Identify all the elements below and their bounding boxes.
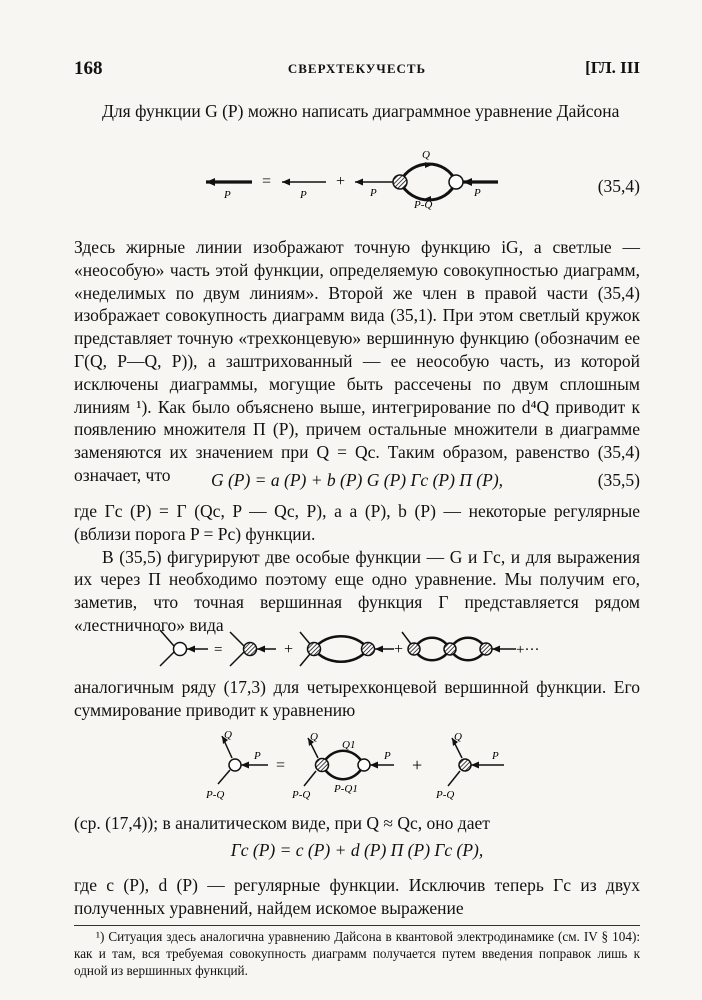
equation-number: (35,5) bbox=[597, 470, 640, 490]
ladder-series-diagram bbox=[156, 626, 556, 672]
paragraph-regular-functions bbox=[74, 874, 640, 920]
page-header bbox=[74, 58, 640, 84]
hatched-vertex-term bbox=[230, 632, 276, 666]
equals-sign: = bbox=[214, 642, 223, 658]
label-q1: Q1 bbox=[342, 739, 356, 751]
chapter-label: [ГЛ. III bbox=[585, 58, 640, 77]
label-q: Q bbox=[422, 149, 430, 161]
label-p-q: P-Q bbox=[436, 789, 455, 801]
footnote-text: ¹) Ситуация здесь аналогична уравнению Дайсона в квантовой электродинамике (см. IV § 104): как и там, вся требуемая совокупность диаграмм получается путем введения поправок лишь к одной из вершинных функций. bbox=[74, 929, 640, 978]
equation-body: G (P) = a (P) + b (P) G (P) Γc (P) Π (P), bbox=[210, 470, 504, 490]
exact-vertex-term bbox=[205, 729, 268, 801]
ladder-term-1 bbox=[300, 632, 394, 666]
hatched-vertex bbox=[393, 175, 407, 189]
label-p: P bbox=[474, 187, 481, 199]
page-number: 168 bbox=[74, 58, 103, 79]
arrow-icon bbox=[463, 178, 472, 186]
paragraph-gamma-def bbox=[74, 500, 640, 637]
paragraph-text: где Γc (P) = Γ (Qc, P — Qc, P), а a (P), b (P) — некоторые регулярные (вблизи порога P = Pc) функции. bbox=[74, 501, 640, 544]
paragraph-dyson-intro bbox=[74, 100, 640, 123]
paragraph-text: где c (P), d (P) — регулярные функции. Исключив теперь Γc из двух полученных уравнений, найдем искомое выражение bbox=[74, 875, 640, 918]
paragraph-summation bbox=[74, 676, 640, 722]
dyson-equation-diagram bbox=[200, 148, 500, 211]
label-q: Q bbox=[224, 729, 232, 741]
loop-vertex-term bbox=[291, 731, 394, 801]
open-vertex bbox=[449, 175, 463, 189]
label-q: Q bbox=[454, 731, 462, 743]
paragraph-text: аналогичным ряду (17,3) для четырехконцевой вершинной функции. Его суммирование приводит к уравнению bbox=[74, 677, 640, 720]
arrow-icon bbox=[282, 179, 290, 186]
paragraph-text: (ср. (17,4)); в аналитическом виде, при Q ≈ Qc, оно дает bbox=[74, 813, 490, 833]
equals-sign: = bbox=[276, 757, 286, 774]
plus-sign: + bbox=[412, 755, 423, 775]
label-p: P bbox=[384, 750, 391, 762]
paragraph-explanation bbox=[74, 236, 640, 487]
ladder-term-2 bbox=[402, 632, 516, 660]
label-p-q1: P-Q1 bbox=[334, 783, 358, 795]
equals-sign: = bbox=[262, 173, 272, 190]
equation-number: (35,4) bbox=[597, 176, 640, 196]
label-p-q: P-Q bbox=[206, 789, 225, 801]
paragraph-text: Для функции G (P) можно написать диаграммное уравнение Дайсона bbox=[102, 101, 620, 121]
paragraph-text: Здесь жирные линии изображают точную функцию iG, а светлые — «неособую» часть этой функции, определяемую совокупностью диаграмм, «неделимых по двум линиям». Второй же член в правой части (35,4) изображает совокупность диаграмм вида (35,1). При этом светлый кружок представляет точную «трехконцевую» вершинную функцию (обозначим ее Γ(Q, P—Q, P)), а заштрихованный — ее неособую часть, из которой исключены диаграммы, могущие быть рассечены по двум сплошным линиям ¹). Как было объяснено выше, интегрирование по d⁴Q приводит к появлению множителя Π (P), причем остальные множители в диаграмме заменяются их значением при Q = Qc. Таким образом, равенство (35,4) означает, что bbox=[74, 237, 640, 485]
label-p: P bbox=[254, 750, 261, 762]
arrow-icon bbox=[206, 178, 215, 186]
running-title: СВЕРХТЕКУЧЕСТЬ bbox=[287, 61, 427, 76]
label-p: P bbox=[370, 187, 377, 199]
plus-sign: + bbox=[336, 173, 346, 190]
label-p: P bbox=[300, 189, 307, 201]
open-vertex-term bbox=[160, 630, 208, 666]
continuation-dots: +··· bbox=[516, 642, 540, 658]
label-p: P bbox=[224, 189, 231, 201]
footnote bbox=[74, 925, 640, 979]
plus-sign: + bbox=[394, 641, 404, 658]
label-p-q: P-Q bbox=[414, 199, 433, 211]
equation-body: Γc (P) = c (P) + d (P) Π (P) Γc (P), bbox=[230, 840, 484, 860]
label-p-q: P-Q bbox=[292, 789, 311, 801]
paragraph-text: В (35,5) фигурируют две особые функции — G и Γc, и для выражения их через Π необходимо поэтому еще одно уравнение. Мы получим его, заметив, что точная вершинная функция Γ представляется рядом «лестничного» вида bbox=[74, 546, 640, 635]
arrow-icon bbox=[355, 179, 363, 186]
vertex-equation-diagram bbox=[204, 726, 524, 806]
bare-vertex-term bbox=[435, 731, 504, 801]
paragraph-analytic bbox=[74, 812, 640, 835]
plus-sign: + bbox=[284, 641, 294, 658]
label-q: Q bbox=[310, 731, 318, 743]
label-p: P bbox=[492, 750, 499, 762]
